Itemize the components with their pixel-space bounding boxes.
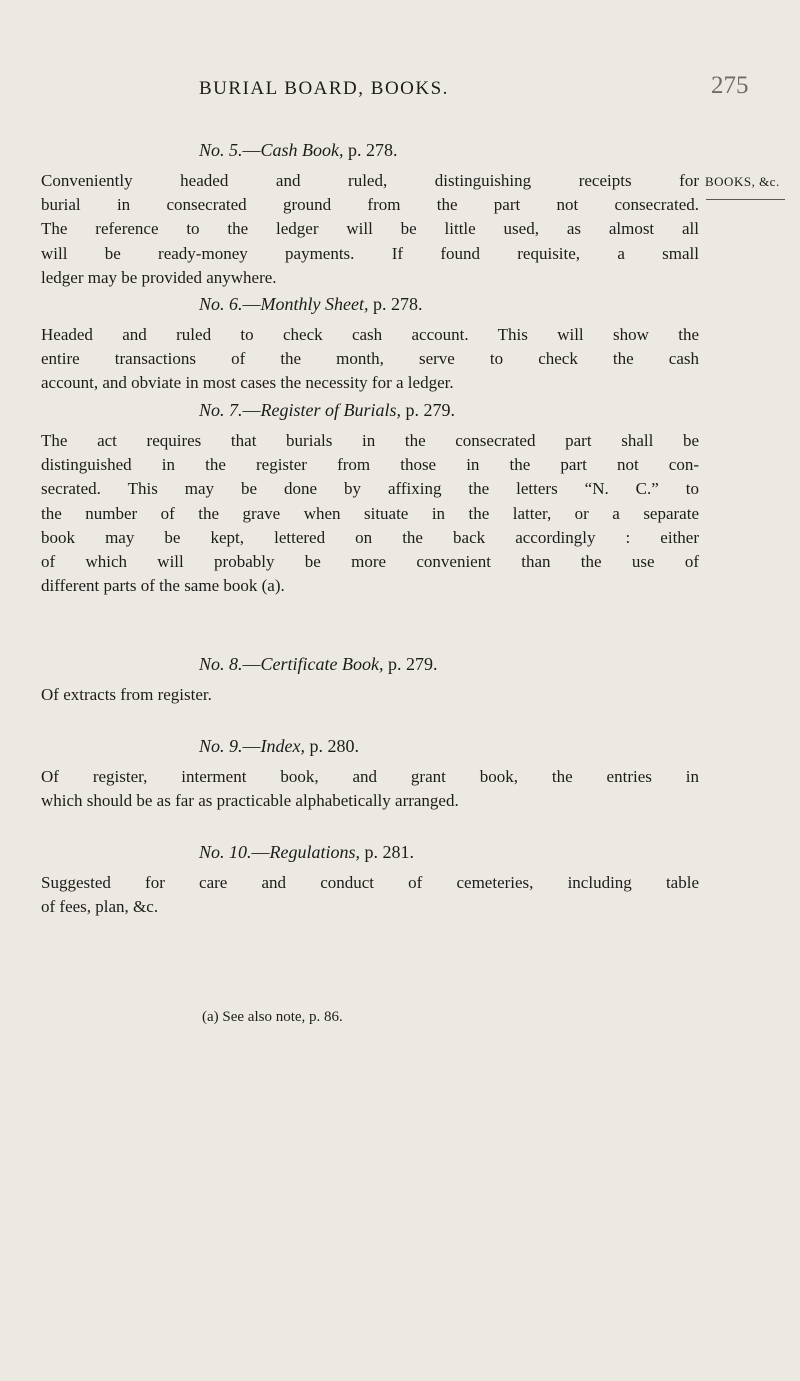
entry-heading-index: No. 9.—Index, p. 280. [199, 736, 359, 756]
body-line: secrated. This may be done by affixing the letters “N. C.” to [41, 479, 699, 499]
body-line: which should be as far as practicable alphabetically arranged. [41, 791, 459, 811]
entry-body-certificate-book [41, 683, 699, 707]
page-number: 275 [711, 72, 749, 99]
entry-page-ref: p. 278. [348, 140, 398, 160]
entry-page-ref: p. 281. [364, 842, 415, 862]
entry-page-ref: p. 280. [309, 736, 359, 756]
body-line: of fees, plan, &c. [41, 897, 159, 917]
entry-title: Regulations, [269, 842, 361, 862]
entry-number: No. 7. [199, 400, 243, 420]
entry-body-cash-book [41, 169, 699, 290]
entry-body-monthly-sheet [41, 323, 699, 396]
entry-title: Register of Burials, [260, 400, 402, 420]
running-head: BURIAL BOARD, BOOKS. [199, 78, 449, 99]
margin-rule [706, 199, 785, 200]
footnote: (a) See also note, p. 86. [202, 1009, 343, 1025]
entry-page-ref: p. 278. [372, 294, 423, 314]
body-line: ledger may be provided anywhere. [41, 267, 277, 287]
body-line: of which will probably be more convenient than the use of [41, 552, 699, 572]
entry-page-ref: p. 279. [405, 400, 456, 420]
entry-heading-certificate-book: No. 8.—Certificate Book, p. 279. [199, 654, 438, 674]
body-line: Suggested for care and conduct of cemeteries, including table [41, 873, 699, 892]
entry-title: Cash Book, [260, 140, 344, 160]
body-line: The act requires that burials in the consecrated part shall be [41, 431, 699, 450]
body-line: distinguished in the register from those in the part not con- [41, 455, 699, 475]
entry-title: Certificate Book, [260, 654, 384, 674]
body-line: Of extracts from register. [41, 685, 212, 704]
entry-number: No. 6. [199, 294, 243, 314]
body-line: The reference to the ledger will be little used, as almost all [41, 219, 699, 239]
entry-heading-register-of-burials: No. 7.—Register of Burials, p. 279. [199, 400, 456, 420]
entry-number: No. 8. [199, 654, 243, 674]
entry-body-index [41, 765, 699, 813]
entry-heading-regulations: No. 10.—Regulations, p. 281. [199, 842, 415, 862]
body-line: Of register, interment book, and grant book, the entries in [41, 767, 699, 786]
body-line: book may be kept, lettered on the back accordingly : either [41, 527, 699, 547]
body-line: entire transactions of the month, serve to check the cash [41, 349, 699, 369]
entry-body-regulations [41, 871, 699, 919]
entry-number: No. 5. [199, 140, 243, 160]
entry-body-register-of-burials [41, 429, 699, 598]
entry-number: No. 9. [199, 736, 243, 756]
entry-title: Monthly Sheet, [260, 294, 369, 314]
body-line: account, and obviate in most cases the necessity for a ledger. [41, 373, 454, 393]
body-line: Headed and ruled to check cash account. This will show the [41, 325, 699, 344]
entry-title: Index, [260, 736, 305, 756]
body-line: different parts of the same book (a). [41, 576, 285, 596]
body-line: the number of the grave when situate in the latter, or a separate [41, 503, 699, 523]
body-line: Conveniently headed and ruled, distinguishing receipts for [41, 171, 699, 190]
entry-page-ref: p. 279. [387, 654, 438, 674]
entry-heading-monthly-sheet: No. 6.—Monthly Sheet, p. 278. [199, 294, 423, 314]
body-line: burial in consecrated ground from the part not consecrated. [41, 195, 699, 215]
entry-heading-cash-book: No. 5.—Cash Book, p. 278. [199, 140, 398, 160]
margin-note: BOOKS, &c. [705, 174, 780, 189]
entry-number: No. 10. [199, 842, 252, 862]
body-line: will be ready-money payments. If found requisite, a small [41, 243, 699, 263]
